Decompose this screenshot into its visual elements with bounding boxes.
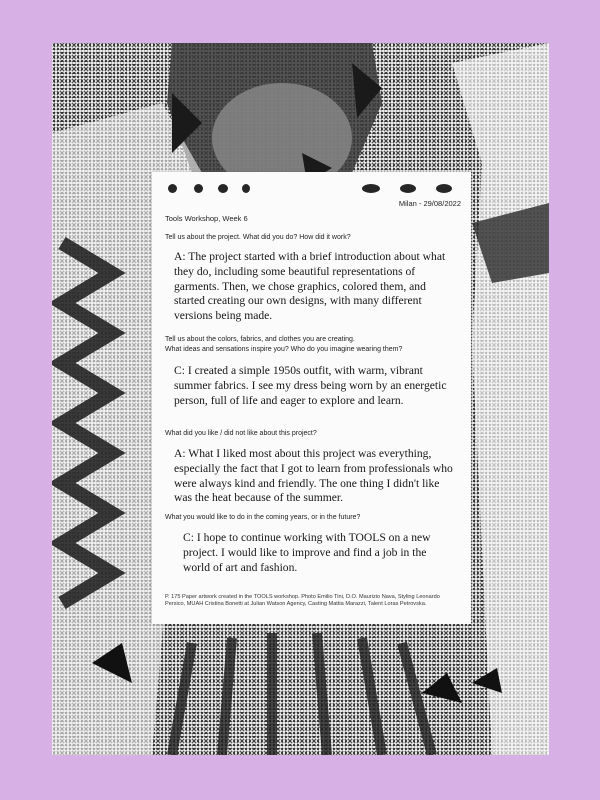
punched-holes — [164, 184, 459, 194]
hole-mark — [218, 184, 228, 193]
answer-2: C: I created a simple 1950s outfit, with warm, vibrant summer fabrics. I see my dress being worn by an energetic person, full of life and eager to explore and learn. — [174, 364, 447, 407]
hole-mark — [168, 184, 177, 193]
date-label: Milan - 29/08/2022 — [398, 199, 461, 208]
answer-3: A: What I liked most about this project was everything, especially the fact that I got to learn from professionals who were always kind and friendly. The one thing I didn't like was the heat because of the summer. — [174, 447, 453, 505]
hole-mark — [362, 184, 380, 193]
hole-mark — [194, 184, 203, 193]
question-1: Tell us about the project. What did you do? How did it work? — [165, 234, 351, 241]
paper-sheet — [152, 172, 471, 624]
hole-mark — [242, 184, 250, 193]
question-2-line-2: What ideas and sensations inspire you? Who do you imagine wearing them? — [165, 345, 403, 353]
answer-1: A: The project started with a brief introduction about what they do, including some beautiful representations of garments. Then, we chose graphics, colored them, and started creating our own designs, with many different versions being made. — [174, 250, 446, 323]
question-4: What you would like to do in the coming years, or in the future? — [165, 514, 361, 521]
photo-caption: P. 175 Paper artwork created in the TOOLS workshop. Photo Emilio Tini, D.O. Maurizio Nava, Styling Leonardo Persico, MUAH Cristina Bonetti at Julian Watson Agency, Casting Mattia Marazzi, Talent Loras Petrovska. — [165, 594, 440, 608]
question-3: What did you like / did not like about this project? — [165, 430, 317, 437]
question-2-line-1: Tell us about the colors, fabrics, and clothes you are creating. — [165, 336, 355, 343]
hole-mark — [436, 184, 452, 193]
question-2 — [165, 335, 461, 354]
hole-mark — [400, 184, 416, 193]
workshop-header: Tools Workshop, Week 6 — [165, 214, 248, 223]
answer-4: C: I hope to continue working with TOOLS on a new project. I would like to improve and find a job in the world of art and fashion. — [183, 531, 431, 574]
